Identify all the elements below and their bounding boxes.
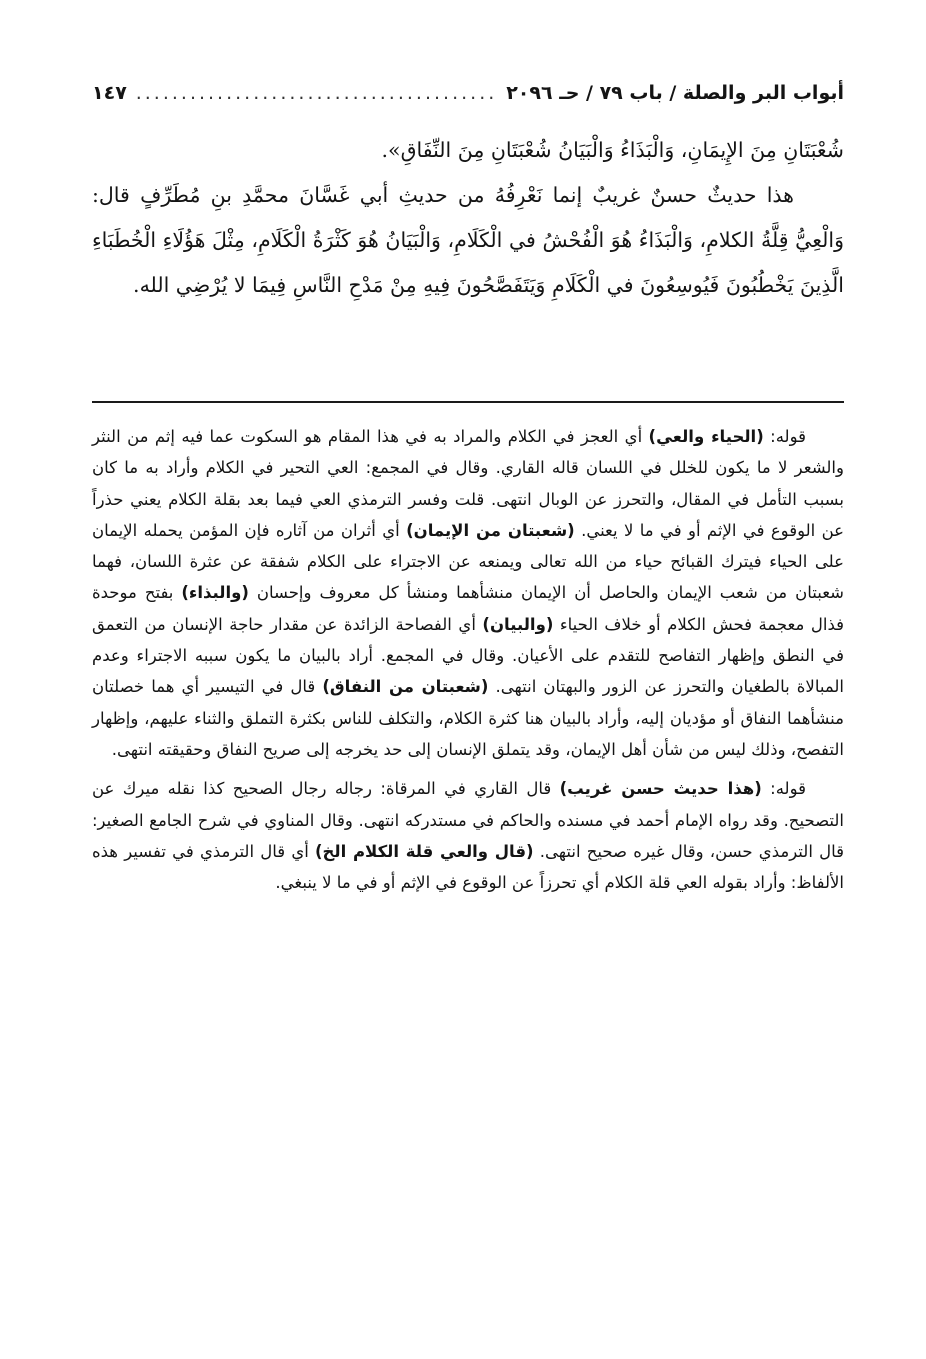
page-number: ١٤٧ (92, 82, 127, 104)
commentary (92, 421, 844, 898)
quoted-term: (والبذاء) (181, 583, 249, 603)
note-text: قال القاري في المرقاة: رجاله رجال الصحيح كذا نقله ميرك عن التصحيح. وقد رواه الإمام أحمد في مسنده والحاكم في مستدركه انتهى. وقال المناوي في شرح الجامع الصغير: قال الترمذي حسن، وقال غيره صحيح انتهى. (92, 779, 844, 861)
note-lead: قوله: (763, 427, 806, 446)
quoted-term: (هذا حديث حسن غريب) (559, 779, 762, 799)
commentary-paragraph (92, 421, 844, 765)
quoted-term: (شعبتان من الإيمان) (406, 520, 575, 540)
running-title: أبواب البر والصلة / باب ٧٩ / حـ ٢٠٩٦ (506, 82, 844, 104)
note-text: أي الفصاحة الزائدة عن مقدار حاجة الإنسان من التعمق في النطق وإظهار التفاصح للتقدم على الأعيان. وقال في المجمع. أراد بالبيان ما يكون سببه الاجتراء وعدم المبالاة بالطغيان والتحرز عن الزور والبهتان انتهى. (92, 614, 845, 697)
footnote-divider (92, 401, 844, 403)
hadith-paragraph: هذا حديثٌ حسنٌ غريبٌ إنما نَعْرِفُهُ من حديثِ أبي غَسَّانَ محمَّدِ بنِ مُطَرِّفٍ قال: وَالْعِيُّ قِلَّةُ الكلامِ، وَالْبَذَاءُ هُوَ الْفُحْشُ في الْكَلَامِ، وَالْبَيَانُ هُوَ كَثْرَةُ الْكَلَامِ، مِثْلَ هَؤُلَاءِ الْخُطَبَاءِ الَّذِينَ يَخْطُبُونَ فَيُوسِعُونَ في الْكَلَامِ وَيَتَفَصَّحُونَ فِيهِ مِنْ مَدْحِ النَّاسِ فِيمَا لا يُرْضِي الله. (92, 183, 844, 297)
hadith-text (92, 128, 844, 308)
note-text: قال في التيسير أي هما خصلتان منشأهما النفاق أو مؤديان إليه، وأراد بالبيان هنا كثرة الكلام، والتكلف للناس بكثرة التملق والثناء عليهم، وإظهار التفصح، وذلك ليس من شأن أهل الإيمان، وقد يتملق الإنسان إلى حد يخرجه إلى صريح النفاق وحقيقته انتهى. (92, 677, 844, 759)
quoted-term: (قال والعي قلة الكلام الخ) (315, 841, 534, 861)
commentary-paragraph (92, 773, 844, 898)
note-text: أي أثران من آثاره فإن المؤمن يحمله الإيمان على الحياء فيترك القبائح حياء من الله تعالى ويمنعه عن الاجتراء على الكلام شفقة عن عثرة اللسان، فهما شعبتان من شعب الإيمان والحاصل أن الإيمان منشأهما ومنشأ كل معروف وإحسان (92, 520, 844, 603)
note-text: بفتح موحدة فذال معجمة فحش الكلام أو خلاف الحياء (92, 583, 844, 634)
quoted-term: (والبيان) (482, 614, 554, 634)
page-header (92, 82, 844, 118)
leader-dots: ........................................ (135, 82, 498, 104)
note-text: أي قال الترمذي في تفسير هذه الألفاظ: وأراد بقوله العي قلة الكلام أي تحرزاً عن الوقوع في الإثم أو في ما لا ينبغي. (92, 841, 844, 893)
note-lead: قوله: (761, 779, 806, 799)
note-text: أي العجز في الكلام والمراد به في هذا المقام هو السكوت عما فيه إثم من النثر والشعر لا ما يكون للخلل في اللسان قاله القاري. وقال في المجمع: العي التحير في الكلام وأراد به ما كان بسبب التأمل في المقال، والتحرز عن الوبال انتهى. قلت وفسر الترمذي العي فيما بعد بقلة الكلام يعني حذراً عن الوقوع في الإثم أو في ما لا يعني. (92, 427, 844, 540)
quoted-term: (الحياء والعي) (648, 427, 764, 446)
quoted-term: (شعبتان من النفاق) (322, 677, 489, 697)
hadith-paragraph: شُعْبَتَانِ مِنَ الإِيمَانِ، وَالْبَذَاءُ وَالْبَيَانُ شُعْبَتَانِ مِنَ النِّفَاقِ». (381, 138, 844, 162)
